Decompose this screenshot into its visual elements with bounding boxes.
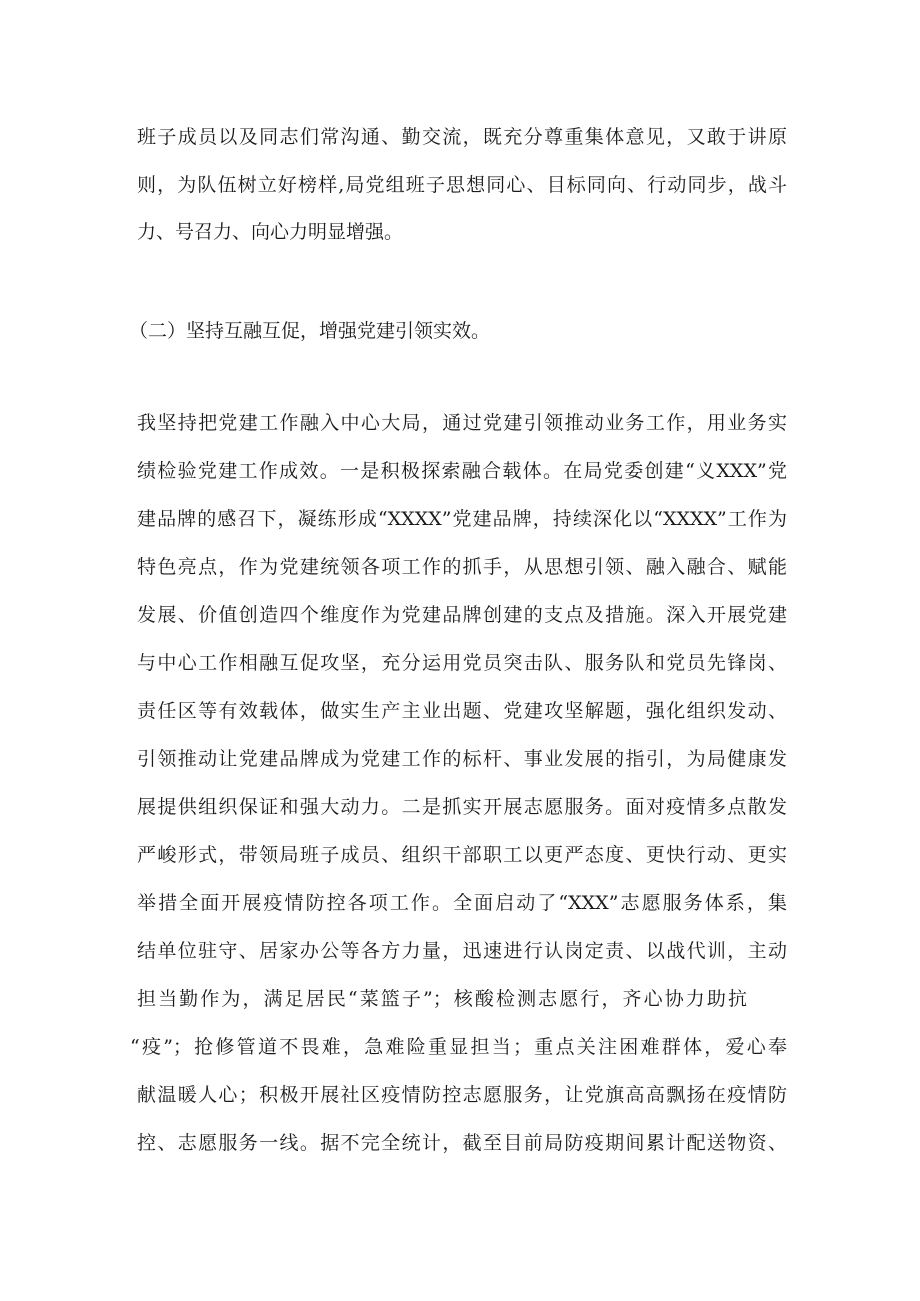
paragraph-2-line-4: 特色亮点，作为党建统领各项工作的抓手，从思想引领、融入融合、赋能 <box>137 556 787 578</box>
paragraph-2-line-14: “疫”；抢修管道不畏难，急难险重显担当；重点关注困难群体，爱心奉 <box>130 1036 787 1058</box>
paragraph-2-line-9: 展提供组织保证和强大动力。二是抓实开展志愿服务。面对疫情多点散发 <box>137 796 787 818</box>
paragraph-2-line-10: 严峻形式，带领局班子成员、组织干部职工以更严态度、更快行动、更实 <box>137 844 787 866</box>
paragraph-2-line-12: 结单位驻守、居家办公等各方力量，迅速进行认岗定责、以战代训，主动 <box>137 940 787 962</box>
paragraph-2-line-6: 与中心工作相融互促攻坚，充分运用党员突击队、服务队和党员先锋岗、 <box>137 652 787 674</box>
paragraph-2-line-5: 发展、价值创造四个维度作为党建品牌创建的支点及措施。深入开展党建 <box>137 604 787 626</box>
paragraph-2-line-11: 举措全面开展疫情防控各项工作。全面启动了“XXX”志愿服务体系，集 <box>137 892 787 914</box>
paragraph-2-line-15: 献温暖人心；积极开展社区疫情防控志愿服务，让党旗高高飘扬在疫情防 <box>137 1084 787 1106</box>
paragraph-2-line-13: 担当勤作为，满足居民“菜篮子”；核酸检测志愿行，齐心协力助抗 <box>137 988 747 1010</box>
paragraph-2-line-2: 绩检验党建工作成效。一是积极探索融合载体。在局党委创建“义XXX”党 <box>137 460 787 482</box>
paragraph-2-line-7: 责任区等有效载体，做实生产主业出题、党建攻坚解题，强化组织发动、 <box>137 700 787 722</box>
section-heading: （二）坚持互融互促，增强党建引领实效。 <box>129 320 491 342</box>
paragraph-2-line-16: 控、志愿服务一线。据不完全统计，截至目前局防疫期间累计配送物资、 <box>137 1132 787 1154</box>
paragraph-2-line-3: 建品牌的感召下，凝练形成“XXXX”党建品牌，持续深化以“XXXX”工作为 <box>137 508 787 530</box>
paragraph-2-line-1: 我坚持把党建工作融入中心大局，通过党建引领推动业务工作，用业务实 <box>137 412 787 434</box>
paragraph-1-line-3: 力、号召力、向心力明显增强。 <box>137 221 404 243</box>
paragraph-1-line-2: 则，为队伍树立好榜样,局党组班子思想同心、目标同向、行动同步，战斗 <box>137 174 787 196</box>
paragraph-2-line-8: 引领推动让党建品牌成为党建工作的标杆、事业发展的指引，为局健康发 <box>137 748 787 770</box>
paragraph-1-line-1: 班子成员以及同志们常沟通、勤交流，既充分尊重集体意见，又敢于讲原 <box>137 126 787 148</box>
